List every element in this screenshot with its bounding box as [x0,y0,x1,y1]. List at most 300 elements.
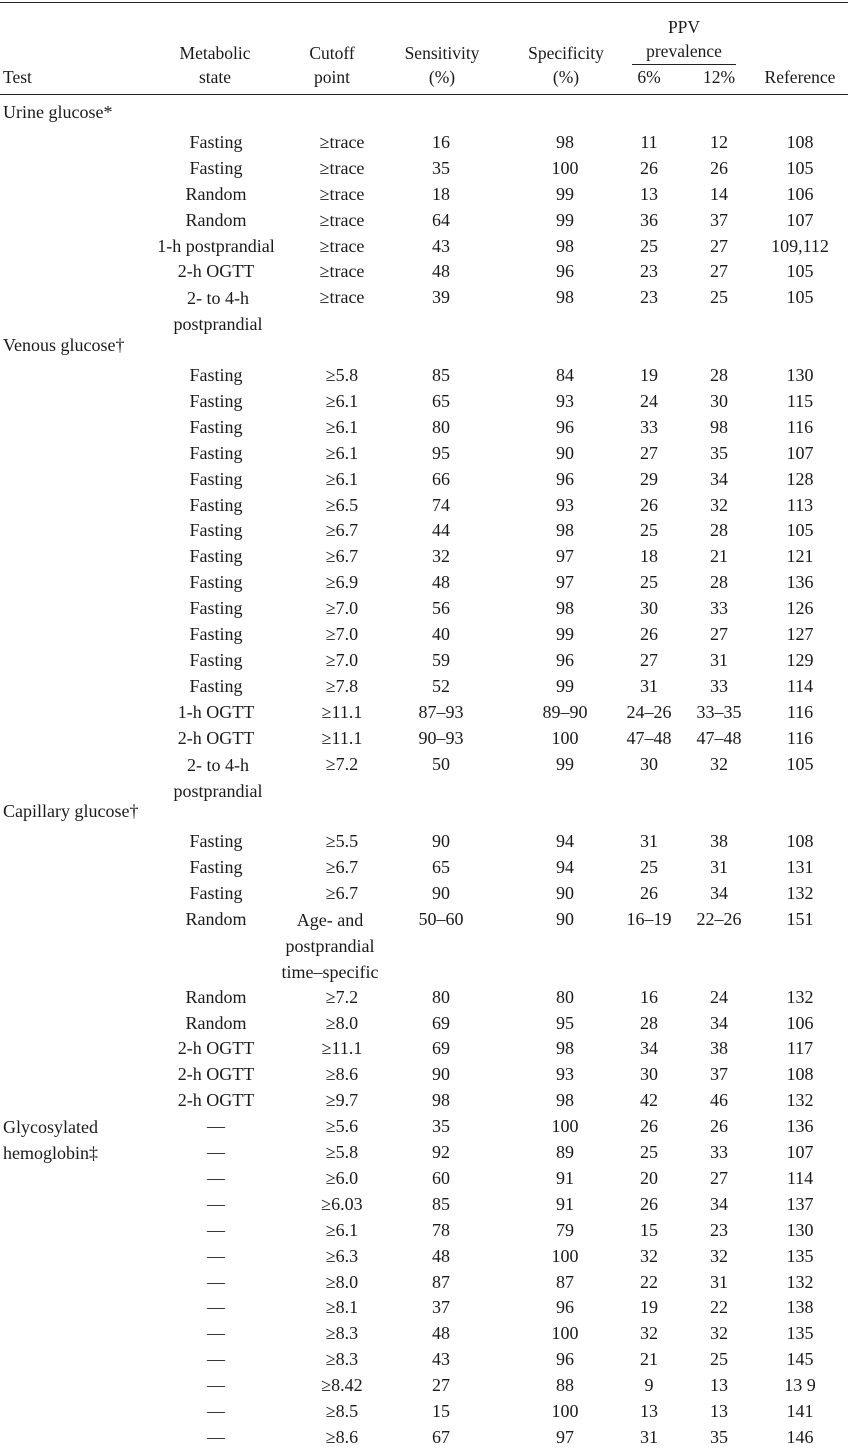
ppv-6-cell: 26 [640,1116,658,1137]
sensitivity-cell: 16 [432,131,450,152]
sensitivity-cell: 92 [432,1142,450,1162]
specificity-cell: 96 [556,261,574,282]
cutoff-cell: ≥7.0 [325,624,359,644]
metabolic-state-cell: Random [185,183,247,204]
metabolic-state-cell: Fasting [189,494,243,515]
reference-cell: 114 [786,1167,814,1188]
ppv-6-cell: 19 [640,1297,658,1318]
reference-cell: 146 [786,1426,814,1447]
header-test: Test [3,67,32,87]
cutoff-cell: ≥8.6 [325,1064,359,1085]
sensitivity-cell: 90 [432,831,450,852]
ppv-6-cell: 16 [640,986,658,1007]
specificity-cell: 90 [556,442,574,463]
cutoff-cell: ≥5.6 [325,1116,359,1137]
ppv-12-cell: 22–26 [696,908,742,929]
sensitivity-cell: 39 [432,287,450,308]
reference-cell: 136 [786,572,814,593]
ppv-6-cell: 13 [640,183,658,204]
cutoff-cell: ≥7.2 [325,986,359,1007]
reference-cell: 129 [786,649,814,670]
reference-cell: 106 [786,1012,814,1033]
specificity-cell: 93 [556,1064,574,1085]
specificity-cell: 97 [556,1426,574,1447]
specificity-cell: 88 [556,1375,574,1396]
ppv-12-cell: 13 [710,1401,728,1421]
table-row [0,1425,848,1451]
sensitivity-cell: 48 [432,261,450,282]
sensitivity-cell: 74 [432,494,450,515]
cutoff-cell: ≥6.7 [325,520,359,541]
table-row [0,234,848,260]
ppv-12-cell: 14 [710,183,728,204]
reference-cell: 105 [786,157,814,178]
cutoff-cell: ≥8.5 [325,1401,359,1421]
metabolic-state-cell: Fasting [189,468,243,489]
sensitivity-cell: 85 [432,1193,450,1214]
metabolic-state-cell: 2-h OGTT [177,1064,255,1085]
ppv-12-cell: 32 [710,1245,728,1266]
table-row [0,467,848,493]
table-row [0,259,848,285]
sensitivity-cell: 80 [432,416,450,437]
ppv-12-cell: 32 [710,1323,728,1344]
sensitivity-cell: 44 [432,520,450,541]
cutoff-cell: ≥trace [319,209,365,230]
metabolic-state-cell: 2- to 4-h postprandial [173,288,263,335]
sensitivity-cell: 50–60 [418,908,464,929]
specificity-cell: 84 [556,365,574,385]
reference-cell: 130 [786,365,814,385]
header-ppv: PPV [667,17,701,37]
reference-cell: 132 [786,883,814,903]
section-title: Urine glucose* [3,102,113,122]
table-row [0,1244,848,1270]
specificity-cell: 98 [556,1038,574,1059]
section-title: Glycosylated hemoglobin‡ [3,1117,98,1164]
ppv-6-cell: 33 [640,416,658,437]
sensitivity-cell: 95 [432,442,450,463]
cutoff-cell: ≥6.1 [325,1219,359,1240]
specificity-cell: 99 [556,624,574,644]
specificity-cell: 94 [556,857,574,878]
ppv-6-cell: 28 [640,1012,658,1033]
ppv-12-cell: 28 [710,520,728,541]
ppv-6-cell: 25 [640,1142,658,1162]
reference-cell: 135 [786,1323,814,1344]
table-row [0,1114,848,1140]
header-sensitivity-line1: Sensitivity [404,43,480,63]
ppv-12-cell: 26 [710,157,728,178]
reference-cell: 107 [786,1142,814,1162]
cutoff-cell: ≥6.7 [325,546,359,567]
reference-cell: 136 [786,1116,814,1137]
reference-cell: 132 [786,1271,814,1292]
ppv-12-cell: 27 [710,1167,728,1188]
table-row [0,130,848,156]
ppv-6-cell: 25 [640,520,658,541]
ppv-12-cell: 26 [710,1116,728,1137]
ppv-12-cell: 28 [710,365,728,385]
reference-cell: 145 [786,1349,814,1370]
specificity-cell: 100 [551,1401,579,1421]
reference-cell: 114 [786,675,814,696]
metabolic-state-cell: Fasting [189,365,243,385]
header-metabolic-line2: state [198,67,232,87]
ppv-6-cell: 25 [640,572,658,593]
reference-cell: 126 [786,598,814,619]
reference-cell: 121 [786,546,814,567]
sensitivity-cell: 66 [432,468,450,489]
specificity-cell: 98 [556,131,574,152]
ppv-12-cell: 32 [710,753,728,774]
ppv-6-cell: 24–26 [626,701,672,722]
sensitivity-cell: 27 [432,1375,450,1396]
sensitivity-cell: 37 [432,1297,450,1318]
cutoff-cell: ≥6.03 [321,1193,363,1214]
ppv-6-cell: 27 [640,649,658,670]
reference-cell: 113 [786,494,814,515]
cutoff-cell: ≥6.9 [325,572,359,593]
table-row [0,1373,848,1399]
ppv-6-cell: 21 [640,1349,658,1370]
metabolic-state-cell: 1-h OGTT [177,701,255,722]
table-row [0,622,848,648]
sensitivity-cell: 35 [432,157,450,178]
ppv-12-cell: 13 [710,1375,728,1396]
table-row [0,726,848,752]
specificity-cell: 91 [556,1167,574,1188]
sensitivity-cell: 40 [432,624,450,644]
table-row [0,1036,848,1062]
table-row [0,363,848,389]
table-row [0,415,848,441]
ppv-6-cell: 47–48 [626,727,672,748]
metabolic-state-cell: — [207,1426,225,1447]
sensitivity-cell: 69 [432,1012,450,1033]
sensitivity-cell: 56 [432,598,450,619]
cutoff-cell: ≥6.7 [325,883,359,903]
metabolic-state-cell: Fasting [189,572,243,593]
table-row [0,1295,848,1321]
ppv-12-cell: 27 [710,235,728,256]
reference-cell: 128 [786,468,814,489]
ppv-12-cell: 46 [710,1090,728,1111]
specificity-cell: 97 [556,572,574,593]
header-ppv-12: 12% [702,67,736,87]
ppv-12-cell: 28 [710,572,728,593]
reference-cell: 151 [786,908,814,929]
ppv-6-cell: 22 [640,1271,658,1292]
table-row [0,829,848,855]
reference-cell: 131 [786,857,814,878]
cutoff-cell: ≥11.1 [321,727,363,748]
sensitivity-cell: 90–93 [418,727,464,748]
ppv-6-cell: 23 [640,261,658,282]
reference-cell: 107 [786,442,814,463]
sensitivity-cell: 52 [432,675,450,696]
ppv-12-cell: 27 [710,261,728,282]
cutoff-cell: ≥6.7 [325,857,359,878]
sensitivity-cell: 65 [432,390,450,411]
table-row [0,1347,848,1373]
metabolic-state-cell: — [207,1219,225,1240]
reference-cell: 132 [786,1090,814,1111]
cutoff-cell: ≥trace [319,131,365,152]
metabolic-state-cell: Random [185,908,247,929]
metabolic-state-cell: Random [185,1012,247,1033]
table-row [0,648,848,674]
sensitivity-cell: 90 [432,1064,450,1085]
cutoff-cell: ≥7.2 [325,753,359,774]
table-row [0,518,848,544]
header-ppv-6: 6% [637,67,661,87]
specificity-cell: 100 [551,1245,579,1266]
reference-cell: 138 [786,1297,814,1318]
specificity-cell: 98 [556,598,574,619]
cutoff-cell: ≥7.0 [325,598,359,619]
sensitivity-cell: 87–93 [418,701,464,722]
specificity-cell: 87 [556,1271,574,1292]
ppv-12-cell: 31 [710,1271,728,1292]
specificity-cell: 96 [556,649,574,670]
table-row [0,1088,848,1114]
cutoff-cell: ≥6.1 [325,416,359,437]
metabolic-state-cell: Fasting [189,157,243,178]
metabolic-state-cell: Random [185,986,247,1007]
ppv-6-cell: 25 [640,235,658,256]
sensitivity-cell: 48 [432,1323,450,1344]
table-row [0,1399,848,1425]
header-rule [0,94,848,95]
cutoff-cell: ≥6.5 [325,494,359,515]
ppv-6-cell: 18 [640,546,658,567]
specificity-cell: 99 [556,675,574,696]
header-reference: Reference [764,67,836,87]
specificity-cell: 98 [556,1090,574,1111]
reference-cell: 109,112 [771,235,829,256]
metabolic-state-cell: — [207,1193,225,1214]
ppv-12-cell: 33 [710,598,728,619]
sensitivity-cell: 32 [432,546,450,567]
ppv-6-cell: 19 [640,365,658,385]
metabolic-state-cell: — [207,1401,225,1421]
table-row [0,1011,848,1037]
ppv-6-cell: 30 [640,1064,658,1085]
metabolic-state-cell: — [207,1271,225,1292]
ppv-6-cell: 20 [640,1167,658,1188]
table-row [0,674,848,700]
ppv-12-cell: 25 [710,1349,728,1370]
reference-cell: 137 [786,1193,814,1214]
specificity-cell: 98 [556,520,574,541]
ppv-12-cell: 35 [710,1426,728,1447]
cutoff-cell: ≥trace [319,261,365,282]
ppv-6-cell: 42 [640,1090,658,1111]
specificity-cell: 90 [556,883,574,903]
specificity-cell: 93 [556,390,574,411]
metabolic-state-cell: Fasting [189,675,243,696]
metabolic-state-cell: Fasting [189,598,243,619]
reference-cell: 108 [786,831,814,852]
specificity-cell: 96 [556,1349,574,1370]
metabolic-state-cell: — [207,1116,225,1137]
metabolic-state-cell: — [207,1167,225,1188]
reference-cell: 105 [786,753,814,774]
table-row [0,596,848,622]
ppv-12-cell: 31 [710,857,728,878]
specificity-cell: 80 [556,986,574,1007]
reference-cell: 105 [786,287,814,308]
ppv-12-cell: 33–35 [696,701,742,722]
table-row [0,156,848,182]
table-row [0,1192,848,1218]
cutoff-cell: ≥8.1 [325,1297,359,1318]
reference-cell: 13 9 [784,1375,816,1396]
metabolic-state-cell: Fasting [189,390,243,411]
ppv-12-cell: 25 [710,287,728,308]
sensitivity-cell: 43 [432,235,450,256]
sensitivity-cell: 90 [432,883,450,903]
sensitivity-cell: 48 [432,1245,450,1266]
ppv-12-cell: 33 [710,675,728,696]
table-row [0,1140,848,1166]
ppv-12-cell: 98 [710,416,728,437]
specificity-cell: 79 [556,1219,574,1240]
table-row [0,907,848,982]
ppv-6-cell: 36 [640,209,658,230]
ppv-12-cell: 27 [710,624,728,644]
specificity-cell: 96 [556,416,574,437]
ppv-6-cell: 23 [640,287,658,308]
table-row [0,855,848,881]
specificity-cell: 99 [556,753,574,774]
ppv-12-cell: 38 [710,1038,728,1059]
ppv-12-cell: 24 [710,986,728,1007]
sensitivity-cell: 59 [432,649,450,670]
reference-cell: 105 [786,520,814,541]
table-row [0,389,848,415]
specificity-cell: 95 [556,1012,574,1033]
ppv-12-cell: 21 [710,546,728,567]
header-cutoff-line1: Cutoff [309,43,355,63]
metabolic-state-cell: 2-h OGTT [177,1038,255,1059]
metabolic-state-cell: 2-h OGTT [177,261,255,282]
ppv-12-cell: 30 [710,390,728,411]
sensitivity-cell: 98 [432,1090,450,1111]
table-row [0,493,848,519]
cutoff-cell: ≥5.8 [325,365,359,385]
specificity-cell: 96 [556,1297,574,1318]
sensitivity-cell: 65 [432,857,450,878]
metabolic-state-cell: 1-h postprandial [157,235,275,256]
sensitivity-cell: 85 [432,365,450,385]
reference-cell: 116 [786,727,814,748]
metabolic-state-cell: 2-h OGTT [177,1090,255,1111]
cutoff-cell: ≥5.8 [325,1142,359,1162]
table-row [0,285,848,335]
ppv-6-cell: 32 [640,1323,658,1344]
specificity-cell: 98 [556,235,574,256]
ppv-6-cell: 32 [640,1245,658,1266]
ppv-12-cell: 34 [710,1012,728,1033]
cutoff-cell: ≥7.0 [325,649,359,670]
reference-cell: 108 [786,131,814,152]
cutoff-cell: ≥11.1 [321,1038,363,1059]
cutoff-cell: ≥8.42 [321,1375,363,1396]
specificity-cell: 98 [556,287,574,308]
reference-cell: 130 [786,1219,814,1240]
cutoff-cell: ≥9.7 [325,1090,359,1111]
reference-cell: 116 [786,416,814,437]
table-row [0,1062,848,1088]
cutoff-cell: ≥11.1 [321,701,363,722]
cutoff-cell: ≥8.6 [325,1426,359,1447]
metabolic-state-cell: Fasting [189,857,243,878]
ppv-12-cell: 34 [710,1193,728,1214]
ppv-6-cell: 26 [640,1193,658,1214]
sensitivity-cell: 43 [432,1349,450,1370]
sensitivity-cell: 15 [432,1401,450,1421]
metabolic-state-cell: 2-h OGTT [177,727,255,748]
table-row [0,1321,848,1347]
cutoff-cell: ≥6.0 [325,1167,359,1188]
cutoff-cell: ≥trace [319,235,365,256]
cutoff-cell: ≥trace [319,157,365,178]
cutoff-cell: ≥trace [319,287,365,308]
specificity-cell: 90 [556,908,574,929]
ppv-6-cell: 29 [640,468,658,489]
table-row [0,208,848,234]
sensitivity-cell: 18 [432,183,450,204]
header-specificity-line2: (%) [552,67,580,87]
sensitivity-cell: 50 [432,753,450,774]
metabolic-state-cell: Fasting [189,883,243,903]
ppv-12-cell: 32 [710,494,728,515]
ppv-6-cell: 9 [644,1375,654,1396]
table-row [0,182,848,208]
section-title: Capillary glucose† [3,801,139,822]
sensitivity-cell: 78 [432,1219,450,1240]
metabolic-state-cell: Fasting [189,520,243,541]
reference-cell: 108 [786,1064,814,1085]
reference-cell: 141 [786,1401,814,1421]
metabolic-state-cell: Fasting [189,624,243,644]
ppv-6-cell: 31 [640,675,658,696]
reference-cell: 115 [786,390,814,411]
specificity-cell: 97 [556,546,574,567]
cutoff-cell: ≥8.0 [325,1012,359,1033]
specificity-cell: 89 [556,1142,574,1162]
ppv-6-cell: 30 [640,598,658,619]
header-ppv-prevalence: prevalence [646,41,722,61]
metabolic-state-cell: — [207,1375,225,1396]
ppv-6-cell: 25 [640,857,658,878]
header-specificity-line1: Specificity [528,43,604,63]
metabolic-state-cell: — [207,1349,225,1370]
metabolic-state-cell: Fasting [189,442,243,463]
table-row [0,1166,848,1192]
specificity-cell: 96 [556,468,574,489]
ppv-12-cell: 34 [710,468,728,489]
cutoff-cell: ≥5.5 [325,831,359,852]
reference-cell: 116 [786,701,814,722]
metabolic-state-cell: — [207,1323,225,1344]
metabolic-state-cell: 2- to 4-h postprandial [173,754,263,801]
sensitivity-cell: 80 [432,986,450,1007]
table-row [0,985,848,1011]
metabolic-state-cell: — [207,1245,225,1266]
